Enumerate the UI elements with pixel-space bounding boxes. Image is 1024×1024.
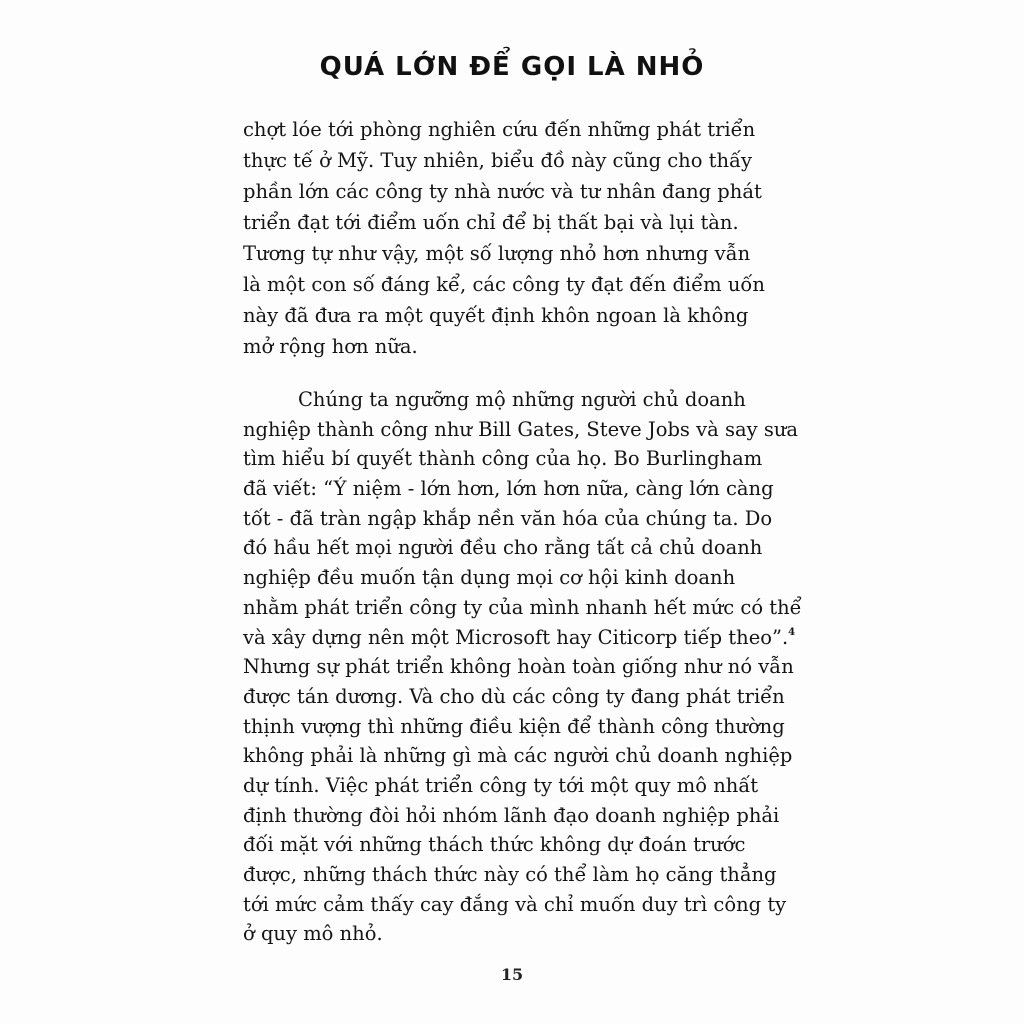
text-line: thực tế ở Mỹ. Tuy nhiên, biểu đồ này cũng cho thấy	[243, 149, 753, 172]
text-line: này đã đưa ra một quyết định khôn ngoan là không	[243, 304, 749, 327]
text-line: đối mặt với những thách thức không dự đoán trước	[243, 833, 746, 857]
text-line: chợt lóe tới phòng nghiên cứu đến những phát triển	[243, 118, 756, 141]
text-line: dự tính. Việc phát triển công ty tới một quy mô nhất	[243, 773, 759, 797]
text-line-content: và xây dựng nên một Microsoft hay Citicorp tiếp theo”.	[243, 625, 789, 649]
text-line: tìm hiểu bí quyết thành công của họ. Bo Burlingham	[243, 447, 763, 471]
text-line: Nhưng sự phát triển không hoàn toàn giống như nó vẫn	[243, 655, 794, 679]
text-line: tốt - đã tràn ngập khắp nền văn hóa của chúng ta. Do	[243, 506, 773, 530]
text-line: đã viết: “Ý niệm - lớn hơn, lớn hơn nữa, càng lớn càng	[243, 477, 774, 501]
text-line: nghiệp thành công như Bill Gates, Steve Jobs và say sưa	[243, 417, 799, 441]
text-line: được, những thách thức này có thể làm họ căng thẳng	[243, 863, 777, 886]
paragraph-2	[243, 385, 802, 949]
text-line: Chúng ta ngưỡng mộ những người chủ doanh	[298, 388, 746, 411]
text-line: không phải là những gì mà các người chủ doanh nghiệp	[243, 744, 793, 768]
text-line: thịnh vượng thì những điều kiện để thành công thường	[243, 714, 785, 738]
text-line: nhằm phát triển công ty của mình nhanh hết mức có thể	[243, 595, 802, 619]
text-line: định thường đòi hỏi nhóm lãnh đạo doanh nghiệp phải	[243, 803, 780, 827]
text-line: ở quy mô nhỏ.	[243, 922, 383, 946]
text-line: là một con số đáng kể, các công ty đạt đến điểm uốn	[243, 273, 765, 296]
text-line: phần lớn các công ty nhà nước và tư nhân đang phát	[243, 180, 762, 203]
text-line: mở rộng hơn nữa.	[243, 335, 418, 358]
text-line: tới mức cảm thấy cay đắng và chỉ muốn duy trì công ty	[243, 892, 787, 916]
text-line: nghiệp đều muốn tận dụng mọi cơ hội kinh doanh	[243, 566, 736, 590]
running-header-title: QUÁ LỚN ĐỂ GỌI LÀ NHỎ	[319, 52, 705, 82]
paragraph-1	[243, 114, 765, 362]
text-line: đó hầu hết mọi người đều cho rằng tất cả chủ doanh	[243, 536, 763, 560]
text-line: triển đạt tới điểm uốn chỉ để bị thất bại và lụi tàn.	[243, 211, 739, 234]
text-line: được tán dương. Và cho dù các công ty đang phát triển	[243, 684, 785, 708]
text-line-with-footnote	[243, 623, 796, 653]
text-line: Tương tự như vậy, một số lượng nhỏ hơn nhưng vẫn	[243, 242, 751, 265]
footnote-marker: 4	[788, 626, 796, 638]
page-number: 15	[500, 965, 524, 984]
